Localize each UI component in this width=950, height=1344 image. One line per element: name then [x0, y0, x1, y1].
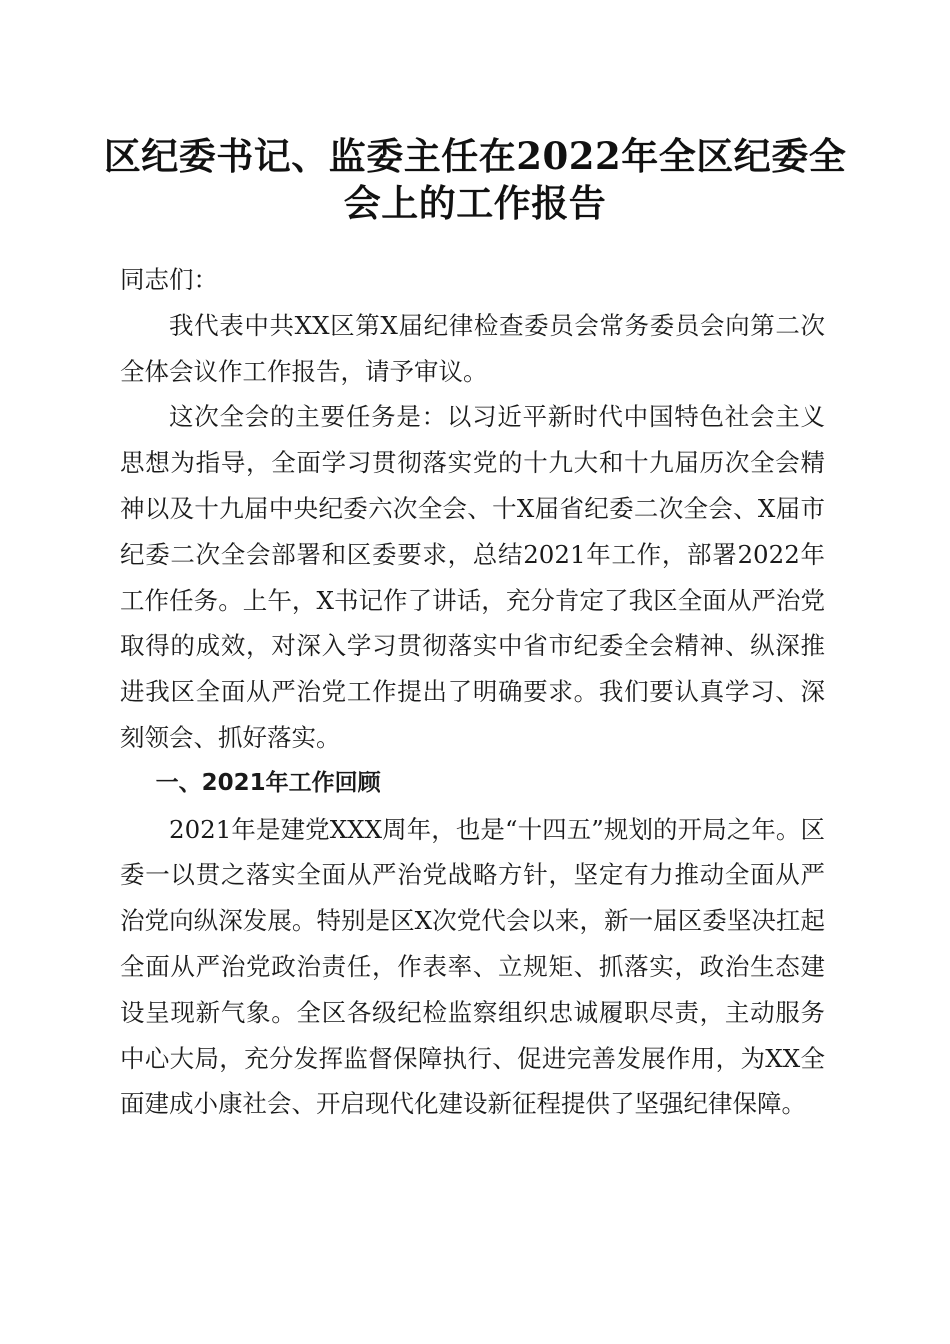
document-title: 区纪委书记、监委主任在2022年全区纪委全会上的工作报告 [103, 134, 847, 225]
paragraph-tasks: 这次全会的主要任务是：以习近平新时代中国特色社会主义思想为指导，全面学习贯彻落实党的十九大和十九届历次全会精神以及十九届中央纪委六次全会、十X届省纪委二次全会、X届市纪委二次全会部署和区委要求，总结2021年工作，部署2022年工作任务。上午，X书记作了讲话，充分肯定了我区全面从严治党取得的成效，对深入学习贯彻落实中省市纪委全会精神、纵深推进我区全面从严治党工作提出了明确要求。我们要认真学习、深刻领会、抓好落实。 [120, 402, 825, 752]
paragraph-review: 2021年是建党XXX周年，也是“十四五”规划的开局之年。区委一以贯之落实全面从严治党战略方针，坚定有力推动全面从严治党向纵深发展。特别是区X次党代会以来，新一届区委坚决扛起全面从严治党政治责任，作表率、立规矩、抓落实，政治生态建设呈现新气象。全区各级纪检监察组织忠诚履职尽责，主动服务中心大局，充分发挥监督保障执行、促进完善发展作用，为XX全面建成小康社会、开启现代化建设新征程提供了坚强纪律保障。 [120, 814, 825, 1119]
paragraph-intro: 我代表中共XX区第X届纪律检查委员会常务委员会向第二次全体会议作工作报告，请予审议。 [120, 310, 825, 386]
salutation: 同志们： [120, 265, 218, 294]
document-body [120, 257, 825, 1127]
section-heading: 一、2021年工作回顾 [155, 769, 381, 796]
